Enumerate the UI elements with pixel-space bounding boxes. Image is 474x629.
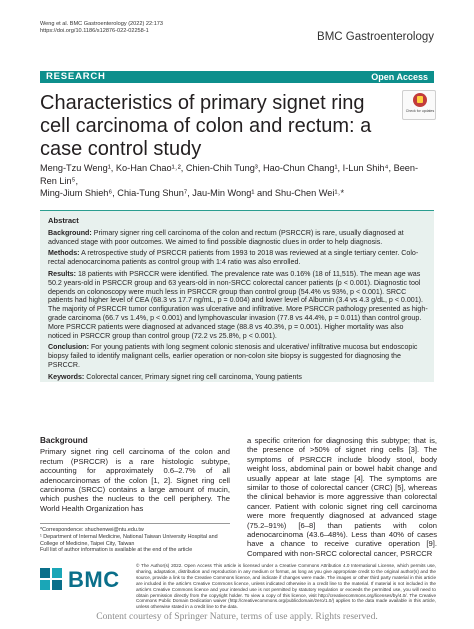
courtesy-footer: Content courtesy of Springer Nature, terms of use apply. Rights reserved. <box>96 611 378 622</box>
footnotes <box>40 523 230 554</box>
abstract-results <box>48 270 428 340</box>
abstract-keywords <box>48 373 428 382</box>
check-for-updates-badge[interactable] <box>402 90 436 120</box>
abstract-background <box>48 229 428 247</box>
body-column-right <box>247 436 437 558</box>
affiliation-note: ¹ Department of Internal Medicine, National Taiwan University Hospital and College of Medicine, Taipei City, Taiwan <box>40 533 218 547</box>
background-heading: Background <box>40 436 88 445</box>
abstract-methods <box>48 249 428 267</box>
body-paragraph: a specific criterion for diagnosing this subtype; that is, the presence of >50% of signet ring cells [3]. The symptoms of PSRCCR include bloody stool, body weight loss, abdominal pain or bowel habit change and usually appear at late stage [4]. The symptoms are similar to those of colorectal cancer (CRC) [5], whereas the clinical behavior is more aggressive than colorectal cancer. Patient with colonic signet ring cell carcinoma were more frequently diagnosed at advanced stage (75.2–91%) [6–8] than patients with colon adenocarcinoma (43.6–48%). Less than 40% of cases have a chance to receive curative operation [9]. Compared with non-SRCC colorectal cancer, PSRCCR <box>247 436 437 558</box>
background-text: Primary signer ring cell carcinoma of the colon and rectum (PSRCCR) is rare, usually diagnosed at advanced stage with poor outcomes. We aimed to find possible diagnostic clues in order to help diagnosis. <box>48 228 404 246</box>
abstract-conclusion <box>48 343 428 369</box>
correspondence-note: *Correspondence: shuchenwei@ntu.edu.tw <box>40 527 144 533</box>
section-label: RESEARCH <box>46 71 106 82</box>
abstract-box <box>40 210 434 382</box>
section-banner <box>40 71 434 83</box>
results-text: 18 patients with PSRCCR were identified. The prevalence rate was 0.16% (18 of 11,515). The mean age was 50.2 years-old in PSRCCR group and 63 years-old in non-SRCC colorectal cancer patients (p < 0.001). Diagnostic tool depends on colonoscopy were much less in PSRCCR group than control group (54.4% vs 93%, p < 0.001). SRCC patients had higher level of CEA (68.3 vs 17.7 ng/mL, p = 0.004) and lower level of Albumin (3.4 vs 4.3 g/dL, p < 0.001). The majority of PSRCCR tumor configuration was ulcerative and infiltrative. More PSRCCR pathology presented as high-grade carcinoma (66.7 vs 1.4%, p < 0.001) and lymphovascular invasion (77.8 vs 44.4%, p = 0.011) than control group. More PSRCCR patients were diagnosed at advanced stage (88.8 vs 40.3%, p = 0.001). Higher mortality was also noticed in PSRCCR group than control group (72.2 vs 25.8%, p < 0.001). <box>48 269 428 340</box>
updates-label: Check for updates <box>405 109 435 113</box>
keywords-text: Colorectal cancer, Primary signet ring cell carcinoma, Young patients <box>86 372 302 381</box>
author-list <box>40 162 430 200</box>
body-column-left <box>40 436 230 513</box>
citation-line: Weng et al. BMC Gastroenterology (2022) 22:173 <box>40 21 164 27</box>
abstract-heading: Abstract <box>48 216 79 225</box>
conclusion-text: For young patients with long segment colonic stenosis and ulcerative/ infiltrative mucosa but endoscopic biopsy failed to identify malignant cells, earlier operation or non-colon site biopsy is suggested for diagnosing the PSRCCR. <box>48 343 418 369</box>
citation-header <box>40 21 163 35</box>
license-text: © The Author(s) 2022. Open Access This article is licensed under a Creative Commons Attribution 4.0 International License, which permits use, sharing, adaptation, distribution and reproduction in any medium or format, as long as you give appropriate credit to the original author(s) and the source, provide a link to the Creative Commons licence, and indicate if changes were made. The images or other third party material in this article are included in the article's Creative Commons licence, unless indicated otherwise in a credit line to the material. If material is not included in the article's Creative Commons licence and your intended use is not permitted by statutory regulation or exceeds the permitted use, you will need to obtain permission directly from the copyright holder. To view a copy of this licence, visit http://creativecommons.org/licenses/by/4.0/. The Creative Commons Public Domain Dedication waiver (http://creativecommons.org/publicdomain/zero/1.0/) applies to the data made available in this article, unless otherwise stated in a credit line to the data. <box>136 563 436 610</box>
results-label: Results: <box>48 269 76 278</box>
methods-label: Methods: <box>48 249 80 258</box>
open-access-label: Open Access <box>371 72 428 82</box>
conclusion-label: Conclusion: <box>48 343 89 352</box>
bmc-logo <box>40 565 130 593</box>
authors-line: Meng-Tzu Weng¹, Ko-Han Chao¹˒², Chien-Chih Tung³, Hao-Chun Chang¹, I-Lun Shih⁴, Been-Ren Lin⁵, <box>40 163 419 186</box>
keywords-label: Keywords: <box>48 372 85 381</box>
author-info-note: Full list of author information is available at the end of the article <box>40 547 193 554</box>
authors-line: Ming-Jium Shieh⁶, Chia-Tung Shun⁷, Jau-Min Wong¹ and Shu-Chen Wei¹˒* <box>40 188 345 198</box>
article-title: Characteristics of primary signet ring cell carcinoma of colon and rectum: a case control study <box>40 92 372 160</box>
background-label: Background: <box>48 228 92 237</box>
doi-link[interactable]: https://doi.org/10.1186/s12876-022-02258-1 <box>40 28 149 34</box>
body-paragraph: Primary signet ring cell carcinoma of the colon and rectum (PSRCCR) is a rare histologic subtype, accounting for approximately 0.6–2.7% of all adenocarcinomas of the colon [1, 2]. Signet ring cell carcinoma (SRCC) contains a large amount of mucin, which pushes the nucleus to the cell periphery. The World Health Organization has <box>40 447 230 513</box>
bmc-logo-text: BMC <box>68 567 120 592</box>
methods-text: A retrospective study of PSRCCR patients from 1993 to 2018 was reviewed at a single tertiary center. Colo-rectal adenocarcinoma patients as control group with 1:4 ratio was also enrolled. <box>48 249 419 267</box>
journal-name: BMC Gastroenterology <box>317 31 434 43</box>
updates-icon <box>413 93 427 107</box>
abstract-content <box>48 217 428 385</box>
bmc-logo-mark-icon <box>40 568 64 590</box>
